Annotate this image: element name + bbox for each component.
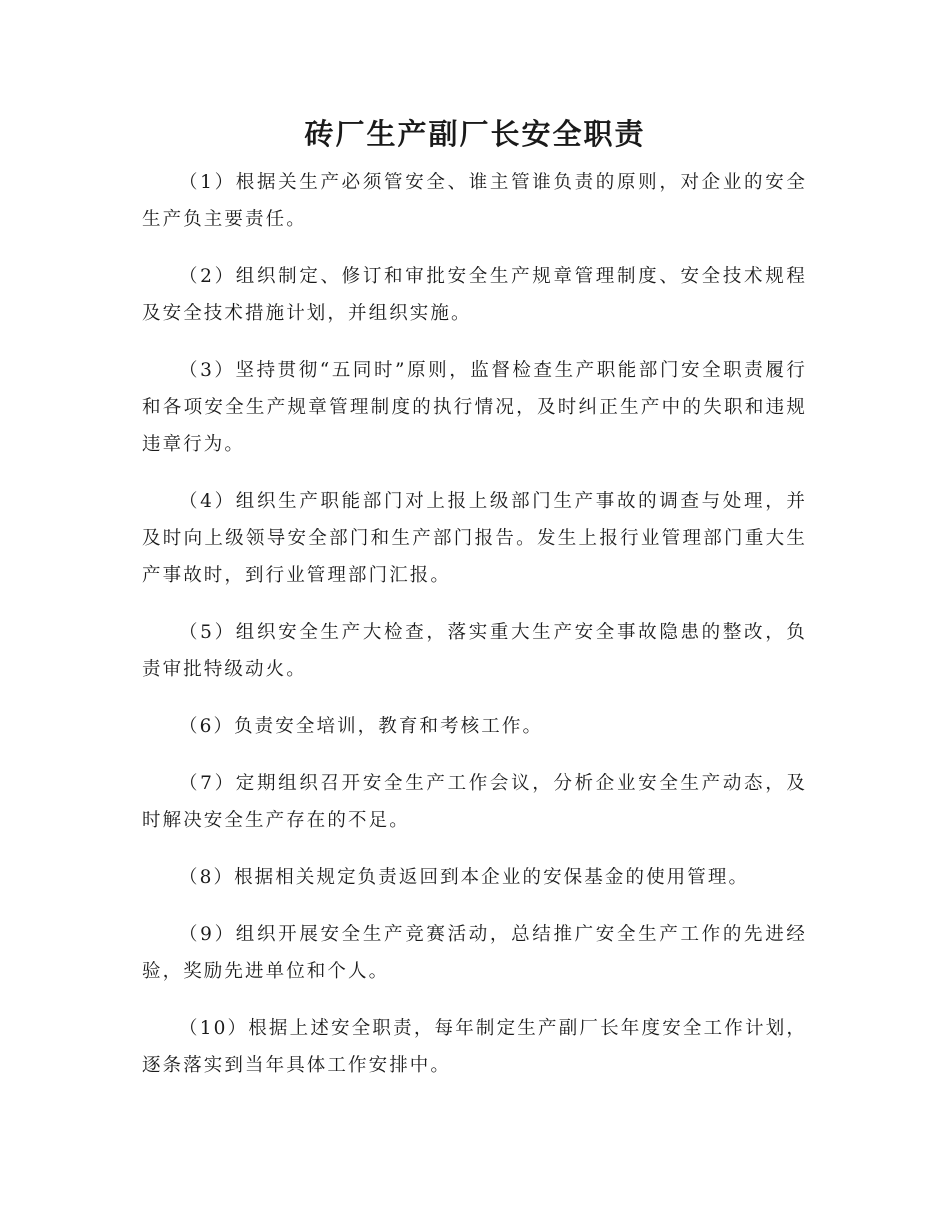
document-body [142, 164, 807, 1104]
paragraph-6: （6）负责安全培训，教育和考核工作。 [179, 716, 544, 737]
document-title: 砖厂生产副厂长安全职责 [304, 117, 646, 151]
paragraph-5: （5）组织安全生产大检查，落实重大生产安全事故隐患的整改，负责审批特级动火。 [142, 622, 807, 680]
paragraph-7: （7）定期组织召开安全生产工作会议，分析企业安全生产动态，及时解决安全生产存在的不足。 [142, 773, 807, 831]
paragraph-9: （9）组织开展安全生产竞赛活动，总结推广安全生产工作的先进经验，奖励先进单位和个人。 [142, 924, 807, 982]
paragraph-3: （3）坚持贯彻“五同时”原则，监督检查生产职能部门安全职责履行和各项安全生产规章管理制度的执行情况，及时纠正生产中的失职和违规违章行为。 [142, 360, 807, 455]
paragraph-10: （10）根据上述安全职责，每年制定生产副厂长年度安全工作计划，逐条落实到当年具体工作安排中。 [142, 1018, 807, 1076]
paragraph-2: （2）组织制定、修订和审批安全生产规章管理制度、安全技术规程及安全技术措施计划，并组织实施。 [142, 266, 807, 324]
paragraph-8: （8）根据相关规定负责返回到本企业的安保基金的使用管理。 [179, 867, 750, 888]
paragraph-1: （1）根据关生产必须管安全、谁主管谁负责的原则，对企业的安全生产负主要责任。 [142, 172, 807, 230]
paragraph-4: （4）组织生产职能部门对上报上级部门生产事故的调查与处理，并及时向上级领导安全部门和生产部门报告。发生上报行业管理部门重大生产事故时，到行业管理部门汇报。 [142, 491, 807, 586]
